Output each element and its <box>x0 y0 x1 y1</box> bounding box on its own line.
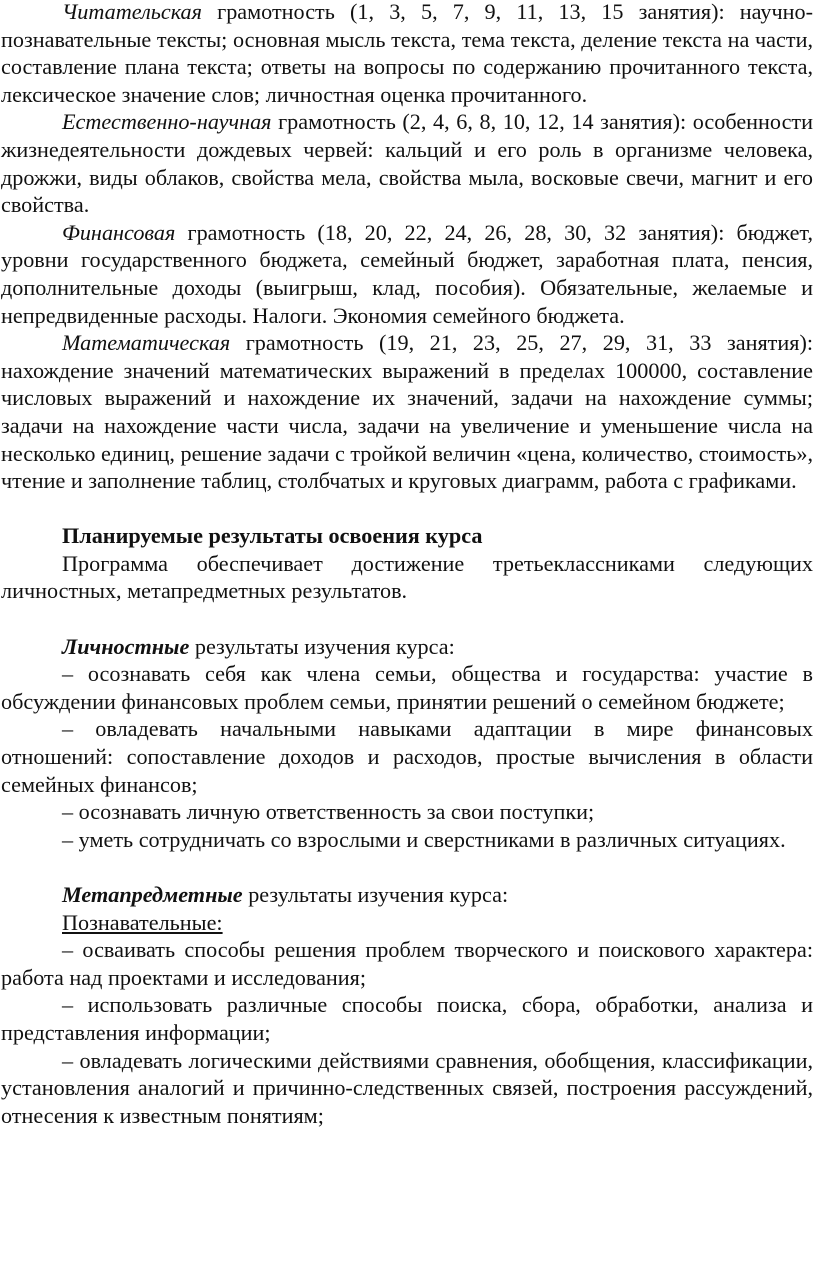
text-reading: грамотность (1, 3, 5, 7, 9, 11, 13, 15 занятия): научно-познавательные тексты; основная мысль текста, тема текста, деление текста на части, составление плана текста; ответы на вопросы по содержанию прочитанного текста, лексическое значение слов; личностная оценка прочитанного. <box>1 0 813 107</box>
personal-results-title <box>1 633 813 661</box>
cognitive-subheading <box>1 909 813 937</box>
text-math: грамотность (19, 21, 23, 25, 27, 29, 31, 33 занятия): нахождение значений математических выражений в пределах 100000, составление числовых выражений и нахождение их значений, задачи на нахождение суммы; задачи на нахождение части числа, задачи на увеличение и уменьшение числа на несколько единиц, решение задачи с тройкой величин «цена, количество, стоимость», чтение и заполнение таблиц, столбчатых и круговых диаграмм, работа с графиками. <box>1 330 813 494</box>
text-meta: результаты изучения курса: <box>242 882 509 907</box>
cognitive-subheading-text: Познавательные: <box>62 909 223 935</box>
text-finance: грамотность (18, 20, 22, 24, 26, 28, 30, 32 занятия): бюджет, уровни государственного бюджета, семейный бюджет, заработная плата, пенсия, дополнительные доходы (выигрыш, клад, пособия). Обязательные, желаемые и непредвиденные расходы. Налоги. Экономия семейного бюджета. <box>1 219 813 328</box>
blank-line <box>1 605 813 633</box>
term-meta: Метапредметные <box>62 882 243 907</box>
term-personal: Личностные <box>62 633 190 659</box>
term-finance: Финансовая <box>62 219 176 245</box>
paragraph-science-literacy <box>1 108 813 218</box>
meta-item: – осваивать способы решения проблем творческого и поискового характера: работа над проектами и исследования; <box>1 937 813 990</box>
personal-item: – овладевать начальными навыками адаптации в мире финансовых отношений: сопоставление доходов и расходов, простые вычисления в области семейных финансов; <box>1 716 813 797</box>
personal-item: – уметь сотрудничать со взрослыми и сверстниками в различных ситуациях. <box>62 826 786 852</box>
paragraph-reading-literacy <box>1 0 813 108</box>
term-math: Математическая <box>62 330 231 356</box>
blank-line <box>1 853 813 881</box>
results-heading: Планируемые результаты освоения курса <box>62 523 483 549</box>
term-science: Естественно-научная <box>62 109 272 135</box>
paragraph-math-literacy <box>1 329 813 495</box>
text-science: грамотность (2, 4, 6, 8, 10, 12, 14 занятия): особенности жизнедеятельности дождевых червей: кальций и его роль в организме человека, дрожжи, виды облаков, свойства мела, свойства мыла, восковые свечи, магнит и его свойства. <box>1 109 813 218</box>
text-personal: результаты изучения курса: <box>189 633 455 659</box>
paragraph-finance-literacy <box>1 219 813 329</box>
personal-item: – осознавать личную ответственность за свои поступки; <box>62 799 595 825</box>
results-intro: Программа обеспечивает достижение третьеклассниками следующих личностных, метапредметных результатов. <box>1 550 813 604</box>
meta-item: – использовать различные способы поиска, сбора, обработки, анализа и представления информации; <box>1 992 813 1045</box>
term-reading: Читательская <box>62 0 202 24</box>
personal-item: – осознавать себя как члена семьи, общества и государства: участие в обсуждении финансовых проблем семьи, принятии решений о семейном бюджете; <box>1 661 813 714</box>
meta-item: – овладевать логическими действиями сравнения, обобщения, классификации, установления аналогий и причинно-следственных связей, построения рассуждений, отнесения к известным понятиям; <box>1 1047 813 1128</box>
meta-results-title <box>1 881 813 909</box>
blank-line <box>1 495 813 523</box>
